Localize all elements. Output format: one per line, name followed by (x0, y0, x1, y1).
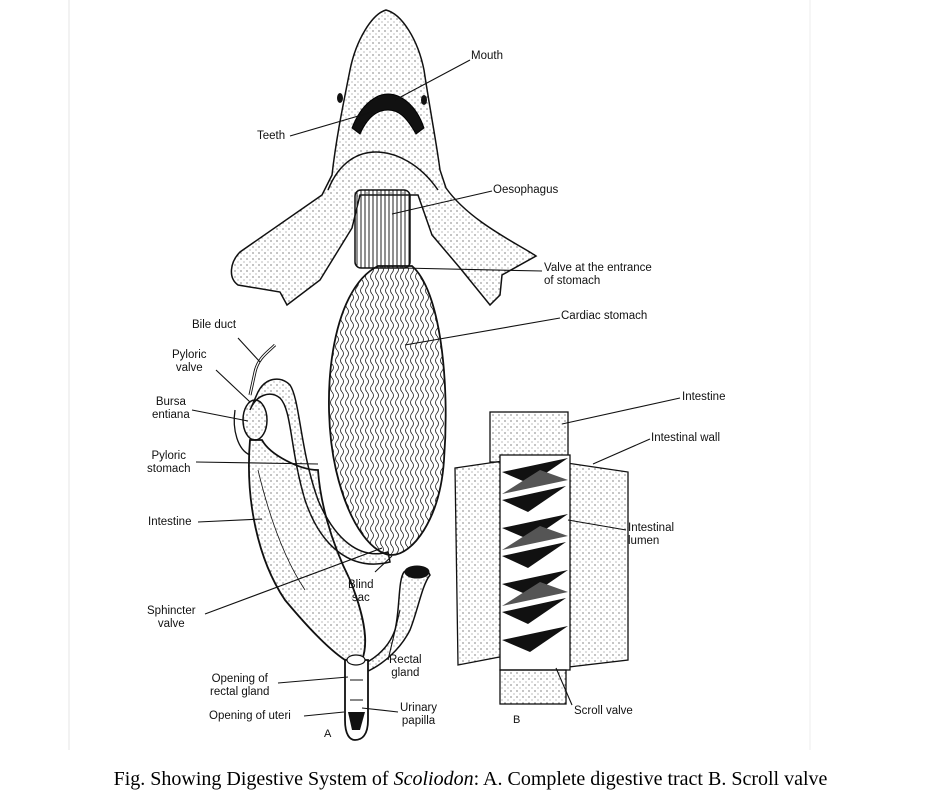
label-teeth: Teeth (257, 130, 286, 142)
label-oesophagus: Oesophagus (493, 184, 559, 196)
label-opening-uteri: Opening of uteri (209, 710, 291, 722)
label-panel-b: B (513, 714, 521, 726)
label-mouth: Mouth (471, 50, 503, 62)
label-scroll-valve: Scroll valve (574, 705, 633, 717)
label-pyloric-stomach: Pyloric stomach (147, 450, 191, 475)
bursa-entiana-shape (243, 400, 267, 440)
rectal-gland-opening (405, 566, 429, 578)
figure-caption (0, 768, 941, 791)
cardiac-stomach-shape (329, 266, 446, 555)
label-urinary-papilla: Urinary papilla (400, 702, 438, 727)
label-pyloric-valve: Pyloric valve (172, 349, 207, 374)
scroll-valve-figure (455, 412, 628, 704)
label-valve-entrance: Valve at the entrance of stomach (544, 262, 652, 287)
left-eye (337, 93, 343, 103)
caption-species: Scoliodon (393, 768, 474, 790)
right-eye (421, 95, 427, 105)
label-intestinal-lumen: Intestinal lumen (628, 522, 675, 547)
oesophagus-shape (355, 190, 410, 268)
label-cardiac-stomach: Cardiac stomach (561, 310, 648, 322)
label-rectal-gland: Rectal gland (389, 654, 422, 679)
caption-prefix: Fig. Showing Digestive System of (113, 768, 394, 790)
label-opening-rectal-gland: Opening of rectal gland (210, 673, 270, 698)
label-blind-sac: Blind sac (348, 579, 374, 604)
label-intestinal-wall: Intestinal wall (651, 432, 721, 444)
caption-suffix: : A. Complete digestive tract B. Scroll valve (473, 768, 828, 790)
label-sphincter-valve: Sphincter valve (147, 605, 196, 630)
label-intestine-a: Intestine (148, 516, 192, 528)
label-bile-duct: Bile duct (192, 319, 237, 331)
label-bursa-entiana: Bursa entiana (152, 396, 190, 421)
label-intestine-b: Intestine (682, 391, 726, 403)
label-panel-a: A (324, 728, 332, 740)
